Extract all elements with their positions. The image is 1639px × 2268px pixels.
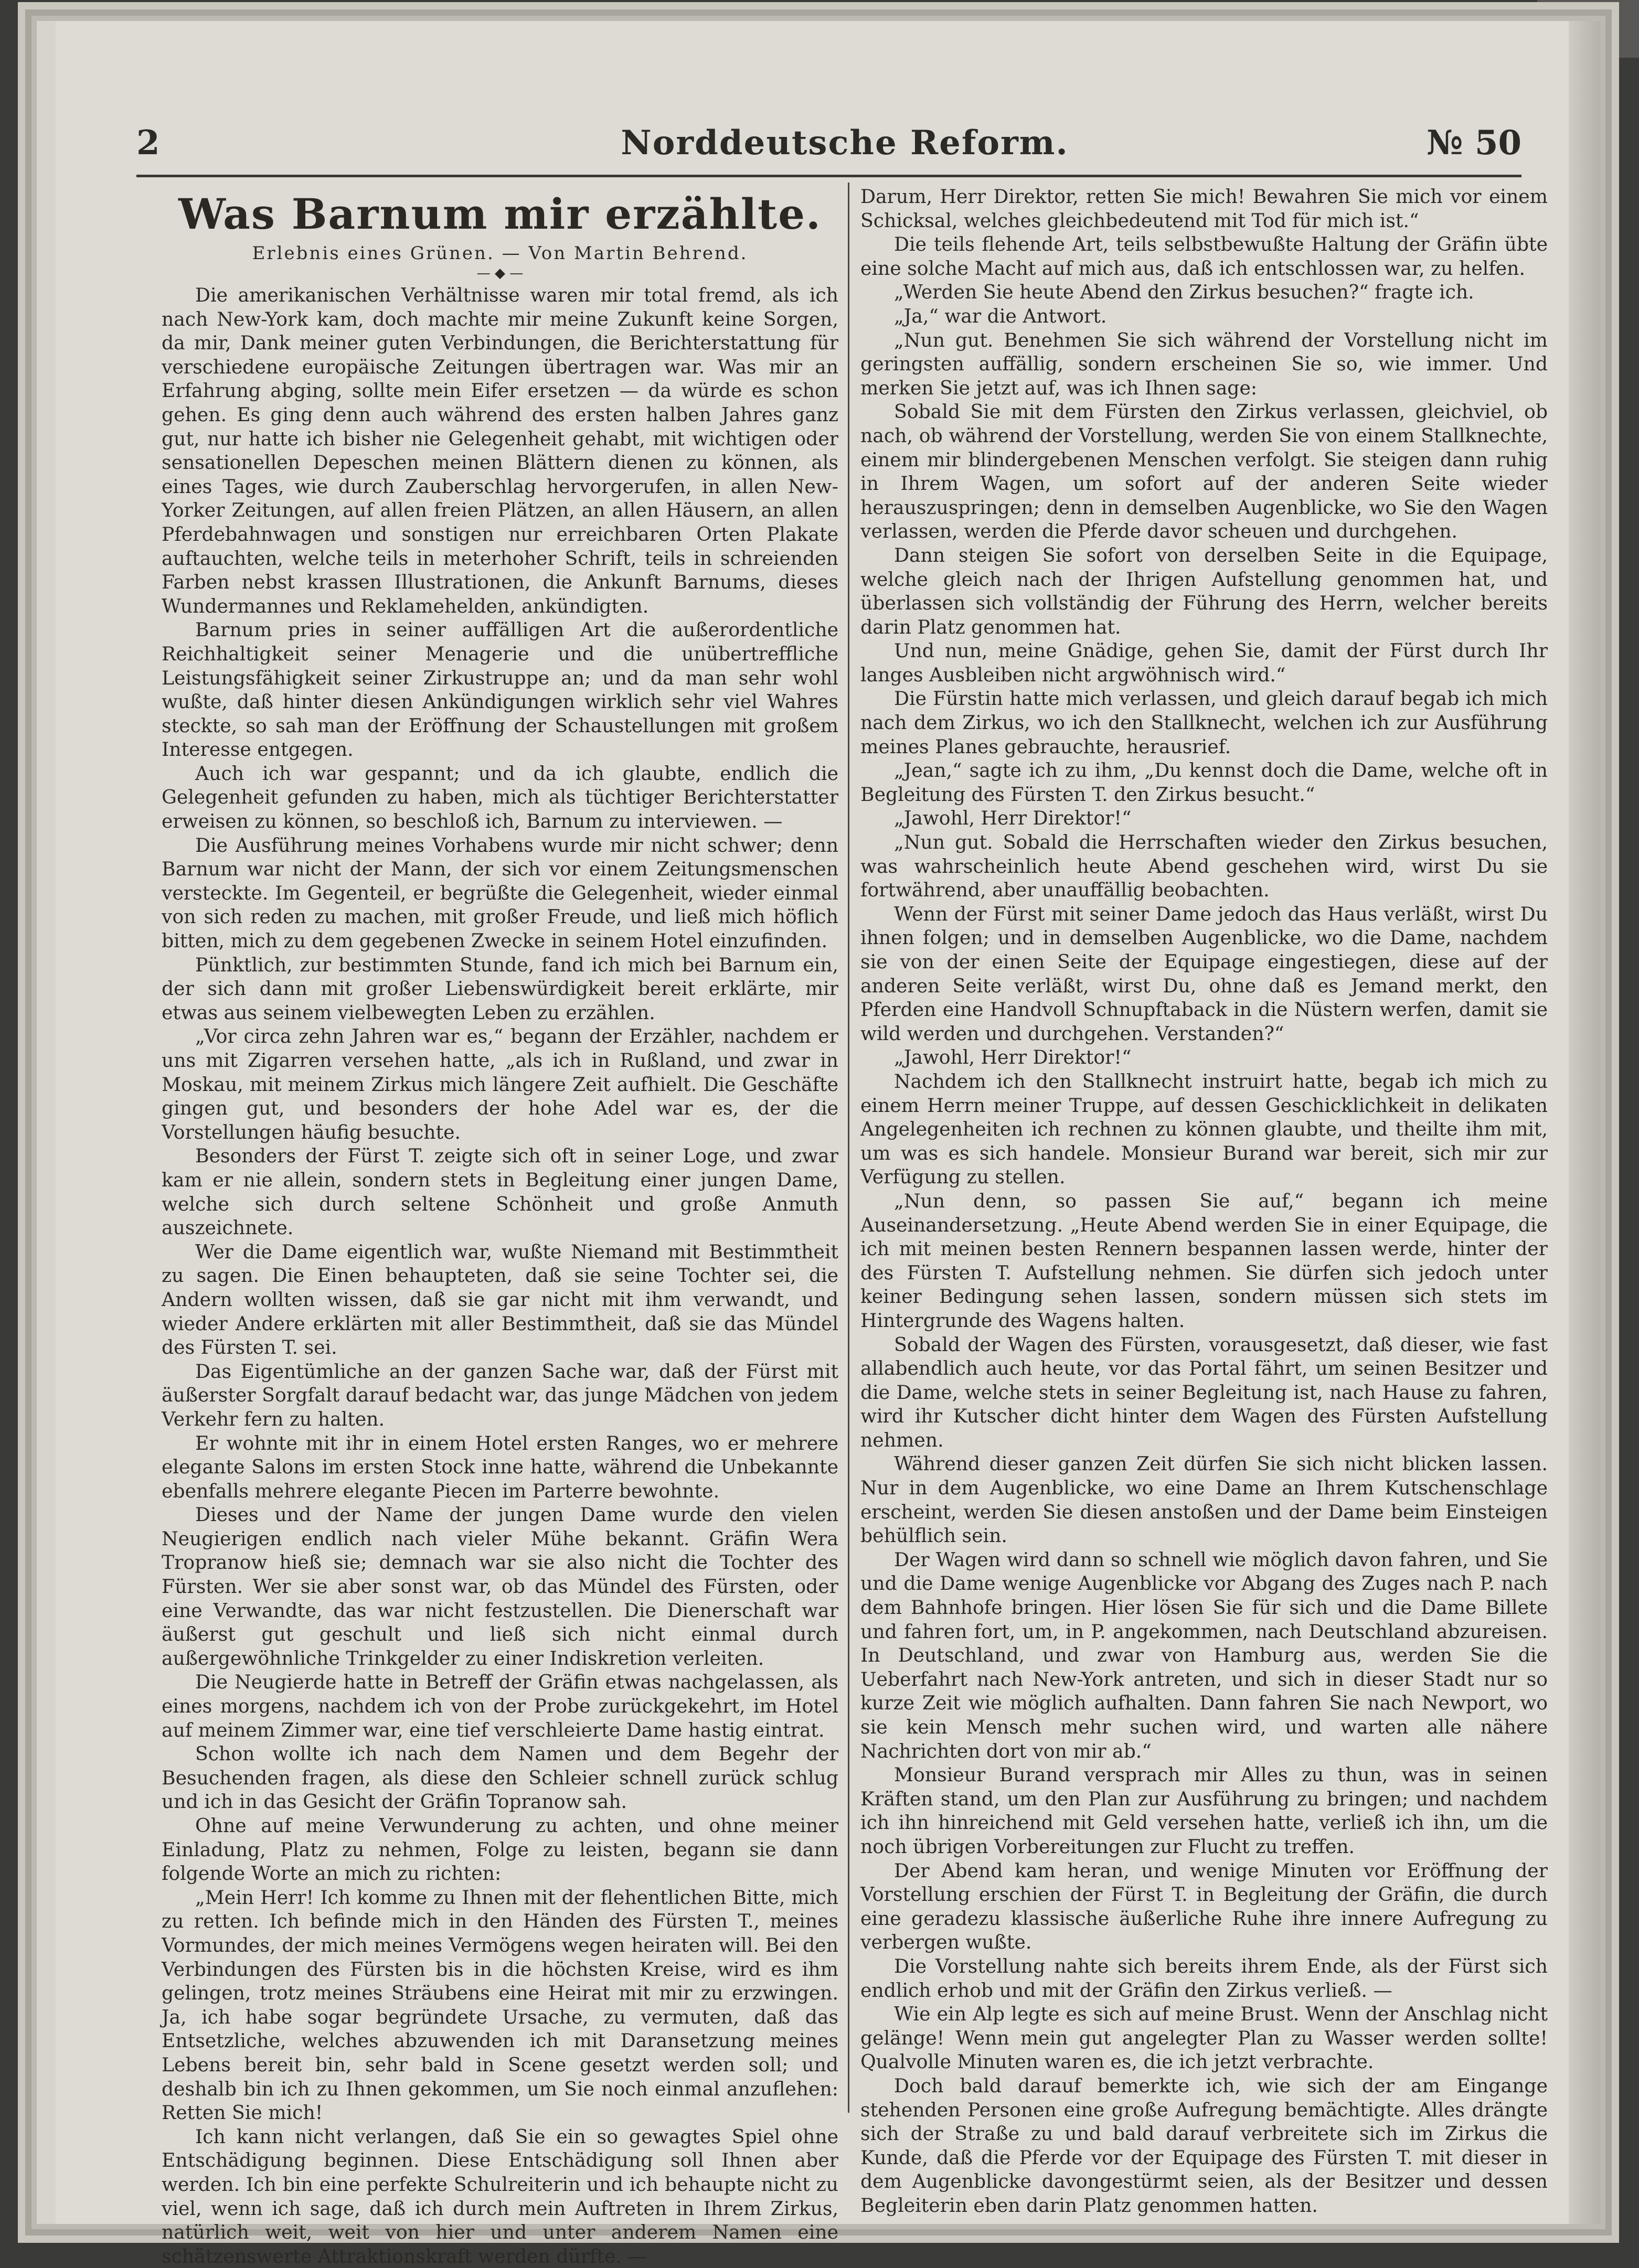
paragraph: Auch ich war gespannt; und da ich glaubte, endlich die Gelegenheit gefunden zu haben, mich als tüchtiger Berichterstatter erweisen zu können, so beschloß ich, Barnum zu interviewen. — <box>162 762 838 833</box>
paragraph: Darum, Herr Direktor, retten Sie mich! Bewahren Sie mich vor einem Schicksal, welches gleichbedeutend mit Tod für mich ist.“ <box>860 185 1548 232</box>
paragraph: Während dieser ganzen Zeit dürfen Sie sich nicht blicken lassen. Nur in dem Augenblicke, wo eine Dame an Ihrem Kutschenschlage erscheint, werden Sie diesen anstoßen und der Dame beim Einsteigen behülflich sein. <box>860 1452 1548 1547</box>
paragraph: „Jawohl, Herr Direktor!“ <box>894 807 1132 830</box>
paragraph: Wie ein Alp legte es sich auf meine Brust. Wenn der Anschlag nicht gelänge! Wenn mein gut angelegter Plan zu Wasser werden sollte! Qualvolle Minuten waren es, die ich jetzt verbrachte. <box>860 2003 1548 2073</box>
paragraph: Die teils flehende Art, teils selbstbewußte Haltung der Gräfin übte eine solche Macht auf mich aus, daß ich entschlossen war, zu helfen. <box>860 233 1548 280</box>
paragraph: Ich kann nicht verlangen, daß Sie ein so gewagtes Spiel ohne Entschädigung beginnen. Diese Entschädigung soll Ihnen aber werden. Ich bin eine perfekte Schulreiterin und ich behaupte nicht zu viel, wenn ich sage, daß ich durch mein Auftreten in Ihrem Zirkus, natürlich weit, weit von hier und unter anderem Namen eine schätzenswerte Attraktionskraft werden dürfte. — <box>162 2125 838 2267</box>
paragraph: „Nun denn, so passen Sie auf,“ begann ich meine Auseinandersetzung. „Heute Abend werden Sie in einer Equipage, die ich mit meinen besten Rennern bespannen lassen werde, hinter der des Fürsten T. Aufstellung nehmen. Sie dürfen sich jedoch unter keiner Bedingung sehen lassen, sondern müssen sich stets im Hintergrunde des Wagens halten. <box>860 1189 1548 1332</box>
left-column-body <box>162 283 838 2268</box>
paragraph: Sobald Sie mit dem Fürsten den Zirkus verlassen, gleichviel, ob nach, ob während der Vorstellung, werden Sie von einem Stallknechte, einem mir blindergebenen Menschen verfolgt. Sie steigen dann ruhig in Ihrem Wagen, um sofort auf der anderen Seite wieder herauszuspringen; denn in demselben Augenblicke, wo Sie den Wagen verlassen, werden die Pferde davor scheuen und durchgehen. <box>860 400 1548 543</box>
paragraph: „Ja,“ war die Antwort. <box>894 304 1107 327</box>
paragraph: Der Wagen wird dann so schnell wie möglich davon fahren, und Sie und die Dame wenige Augenblicke vor Abgang des Zuges nach P. nach dem Bahnhofe bringen. Hier lösen Sie für sich und die Dame Billete und fahren fort, um, in P. angekommen, nach Deutschland abzureisen. In Deutschland, und zwar von Hamburg aus, werden Sie die Ueberfahrt nach New-York antreten, und sich in dieser Stadt nur so kurze Zeit wie möglich aufhalten. Dann fahren Sie nach Newport, wo sie kein Mensch mehr suchen wird, und warten alle nähere Nachrichten dort von mir ab.“ <box>860 1548 1548 1762</box>
paragraph: Wenn der Fürst mit seiner Dame jedoch das Haus verläßt, wirst Du ihnen folgen; und in demselben Augenblicke, wo die Dame, nachdem sie von der einen Seite der Equipage eingestiegen, diese auf der anderen Seite verläßt, wirst Du, ohne daß es Jemand merkt, den Pferden eine Handvoll Schnupftaback in die Nüstern werfen, damit sie wild werden und durchgehen. Verstanden?“ <box>860 902 1548 1045</box>
paragraph: „Jawohl, Herr Direktor!“ <box>894 1046 1132 1069</box>
title-ornament: — ◆ — <box>476 265 524 281</box>
paragraph: Die amerikanischen Verhältnisse waren mir total fremd, als ich nach New-York kam, doch machte mir meine Zukunft keine Sorgen, da mir, Dank meiner guten Verbindungen, die Berichterstattung für verschiedene europäische Zeitungen übertragen war. Was mir an Erfahrung abging, sollte mein Eifer ersetzen — da würde es schon gehen. Es ging denn auch während des ersten halben Jahres ganz gut, nur hatte ich bisher nie Gelegenheit gehabt, mit wichtigen oder sensationellen Depeschen meinen Blättern dienen zu können, als eines Tages, wie durch Zauberschlag hervorgerufen, in allen New-Yorker Zeitungen, auf allen freien Plätzen, an allen Häusern, an allen Pferdebahnwagen und sonstigen nur erreichbaren Orten Plakate auftauchten, welche teils in meterhoher Schrift, teils in schreienden Farben nebst krassen Illustrationen, die Ankunft Barnums, dieses Wundermannes und Reklamehelden, ankündigten. <box>162 284 838 617</box>
paragraph: Besonders der Fürst T. zeigte sich oft in seiner Loge, und zwar kam er nie allein, sondern stets in Begleitung einer jungen Dame, welche sich durch seltene Schönheit und große Anmuth auszeichnete. <box>162 1144 838 1239</box>
paragraph: „Mein Herr! Ich komme zu Ihnen mit der flehentlichen Bitte, mich zu retten. Ich befinde mich in den Händen des Fürsten T., meines Vormundes, der mich meines Vermögens wegen heiraten will. Bei den Verbindungen des Fürsten bis in die höchsten Kreise, wird es ihm gelingen, trotz meines Sträubens eine Heirat mit mir zu erzwingen. Ja, ich habe sogar begründete Ursache, zu vermuten, daß das Entsetzliche, welches abzuwenden ich mit Daransetzung meines Lebens bereit bin, sehr bald in Scene gesetzt werden soll; und deshalb bin ich zu Ihnen gekommen, um Sie noch einmal anzuflehen: Retten Sie mich! <box>162 1886 838 2124</box>
page-edge <box>1569 21 1600 2224</box>
paragraph: Monsieur Burand versprach mir Alles zu thun, was in seinen Kräften stand, um den Plan zur Ausführung zu bringen; und nachdem ich ihn hinreichend mit Geld versehen hatte, verließ ich ihn, um die noch übrigen Vorbereitungen zur Flucht zu treffen. <box>860 1763 1548 1858</box>
paragraph: Dann steigen Sie sofort von derselben Seite in die Equipage, welche gleich nach der Ihrigen Aufstellung genommen hat, und überlassen sich vollständig der Führung des Herrn, welcher bereits darin Platz genommen hat. <box>860 543 1548 638</box>
paragraph: Und nun, meine Gnädige, gehen Sie, damit der Fürst durch Ihr langes Ausbleiben nicht argwöhnisch wird.“ <box>860 639 1548 686</box>
paragraph: Er wohnte mit ihr in einem Hotel ersten Ranges, wo er mehrere elegante Salons im ersten Stock inne hatte, während die Unbekannte ebenfalls mehrere elegante Piecen im Parterre bewohnte. <box>162 1431 838 1502</box>
issue-number: № 50 <box>1427 123 1521 163</box>
left-column <box>162 185 838 2267</box>
paragraph: Ohne auf meine Verwunderung zu achten, und ohne meiner Einladung, Platz zu nehmen, Folge zu leisten, begann sie dann folgende Worte an mich zu richten: <box>162 1814 838 1885</box>
paragraph: Doch bald darauf bemerkte ich, wie sich der am Eingange stehenden Personen eine große Aufregung bemächtigte. Alles drängte sich der Straße zu und bald darauf verbreitete sich im Zirkus die Kunde, daß die Pferde vor der Equipage des Fürsten T. mit dieser in dem Augenblicke davongestürmt seien, als der Besitzer und dessen Begleiterin eben darin Platz genommen hatten. <box>860 2074 1548 2217</box>
paragraph: Der Abend kam heran, und wenige Minuten vor Eröffnung der Vorstellung erschien der Fürst T. in Begleitung der Gräfin, die durch eine geradezu klassische äußerliche Ruhe ihre innere Aufregung zu verbergen wußte. <box>860 1859 1548 1954</box>
paragraph: Die Fürstin hatte mich verlassen, und gleich darauf begab ich mich nach dem Zirkus, wo ich den Stallknecht, welchen ich zur Ausführung meines Planes gebrauchte, herausrief. <box>860 687 1548 758</box>
page-number: 2 <box>136 123 160 163</box>
paragraph: Barnum pries in seiner auffälligen Art die außerordentliche Reichhaltigkeit seiner Menagerie und die unübertreffliche Leistungsfähigkeit seiner Zirkustruppe an; und da man sehr wohl wußte, daß hinter diesen Ankündigungen wirklich sehr viel Wahres steckte, so sah man der Eröffnung der Schaustellungen mit großem Interesse entgegen. <box>162 618 838 761</box>
paragraph: „Vor circa zehn Jahren war es,“ begann der Erzähler, nachdem er uns mit Zigarren versehen hatte, „als ich in Rußland, und zwar in Moskau, mit meinem Zirkus mich längere Zeit aufhielt. Die Geschäfte gingen gut, und besonders der hohe Adel war es, der die Vorstellungen häufig besuchte. <box>162 1025 838 1143</box>
paragraph: Sobald der Wagen des Fürsten, vorausgesetzt, daß dieser, wie fast allabendlich auch heute, vor das Portal fährt, um seinen Besitzer und die Dame, welche stets in seiner Begleitung ist, nach Hause zu fahren, wird ihr Kutscher dicht hinter dem Wagen des Fürsten Aufstellung nehmen. <box>860 1333 1548 1451</box>
paragraph: Nachdem ich den Stallknecht instruirt hatte, begab ich mich zu einem Herrn meiner Truppe, auf dessen Geschicklichkeit in delikaten Angelegenheiten ich rechnen zu können glaubte, und theilte ihm mit, um was es sich handele. Monsieur Burand war bereit, sich mir zur Verfügung zu stellen. <box>860 1069 1548 1189</box>
header-rule <box>136 175 1521 177</box>
newspaper-title: Norddeutsche Reform. <box>621 123 1069 163</box>
right-column-body <box>860 185 1548 2217</box>
article-subtitle: Erlebnis eines Grünen. — Von Martin Behrend. <box>252 243 748 264</box>
paragraph: „Nun gut. Sobald die Herrschaften wieder den Zirkus besuchen, was wahrscheinlich heute Abend geschehen wird, wirst Du sie fortwährend, aber unauffällig beobachten. <box>860 831 1548 902</box>
paragraph: „Jean,“ sagte ich zu ihm, „Du kennst doch die Dame, welche oft in Begleitung des Fürsten T. den Zirkus besucht.“ <box>860 759 1548 806</box>
paragraph: „Nun gut. Benehmen Sie sich während der Vorstellung nicht im geringsten auffällig, sondern erscheinen Sie so, wie immer. Und merken Sie jetzt auf, was ich Ihnen sage: <box>860 328 1548 399</box>
column-divider <box>848 183 849 2113</box>
paragraph: Dieses und der Name der jungen Dame wurde den vielen Neugierigen endlich nach vieler Mühe bekannt. Gräfin Wera Tropranow hieß sie; demnach war sie also nicht die Tochter des Fürsten. Wer sie aber sonst war, ob das Mündel des Fürsten, oder eine Verwandte, das war nicht festzustellen. Die Dienerschaft war äußerst gut geschult und ließ sich nicht einmal durch außergewöhnliche Trinkgelder zu einer Indiskretion verleiten. <box>162 1503 838 1670</box>
paragraph: Pünktlich, zur bestimmten Stunde, fand ich mich bei Barnum ein, der sich dann mit großer Liebenswürdigkeit bereit erklärte, mir etwas aus seinem vielbewegten Leben zu erzählen. <box>162 953 838 1024</box>
paragraph: Die Ausführung meines Vorhabens wurde mir nicht schwer; denn Barnum war nicht der Mann, der sich vor einem Zeitungsmenschen versteckte. Im Gegenteil, er begrüßte die Gelegenheit, wieder einmal von sich reden zu machen, mit großer Freude, und ließ mich höflich bitten, mich zu dem gegebenen Zwecke in seinem Hotel einzufinden. <box>162 833 838 953</box>
paragraph: Die Neugierde hatte in Betreff der Gräfin etwas nachgelassen, als eines morgens, nachdem ich von der Probe zurückgekehrt, im Hotel auf meinem Zimmer war, eine tief verschleierte Dame hastig eintrat. <box>162 1671 838 1741</box>
paragraph: Das Eigentümliche an der ganzen Sache war, daß der Fürst mit äußerster Sorgfalt darauf bedacht war, das junge Mädchen von jedem Verkehr fern zu halten. <box>162 1360 838 1430</box>
right-column <box>860 185 1548 2217</box>
paragraph: Schon wollte ich nach dem Namen und dem Begehr der Besuchenden fragen, als diese den Schleier schnell zurück schlug und ich in das Gesicht der Gräfin Topranow sah. <box>162 1742 838 1813</box>
article-title: Was Barnum mir erzählte. <box>178 189 822 239</box>
page-header <box>136 113 1553 165</box>
paragraph: „Werden Sie heute Abend den Zirkus besuchen?“ fragte ich. <box>894 281 1474 304</box>
paragraph: Die Vorstellung nahte sich bereits ihrem Ende, als der Fürst sich endlich erhob und mit der Gräfin den Zirkus verließ. — <box>860 1954 1548 2002</box>
paragraph: Wer die Dame eigentlich war, wußte Niemand mit Bestimmtheit zu sagen. Die Einen behaupteten, daß sie seine Tochter sei, die Andern wollten wissen, daß sie gar nicht mit ihm verwandt, und wieder Andere erklärten mit aller Bestimmtheit, daß sie das Mündel des Fürsten T. sei. <box>162 1240 838 1359</box>
